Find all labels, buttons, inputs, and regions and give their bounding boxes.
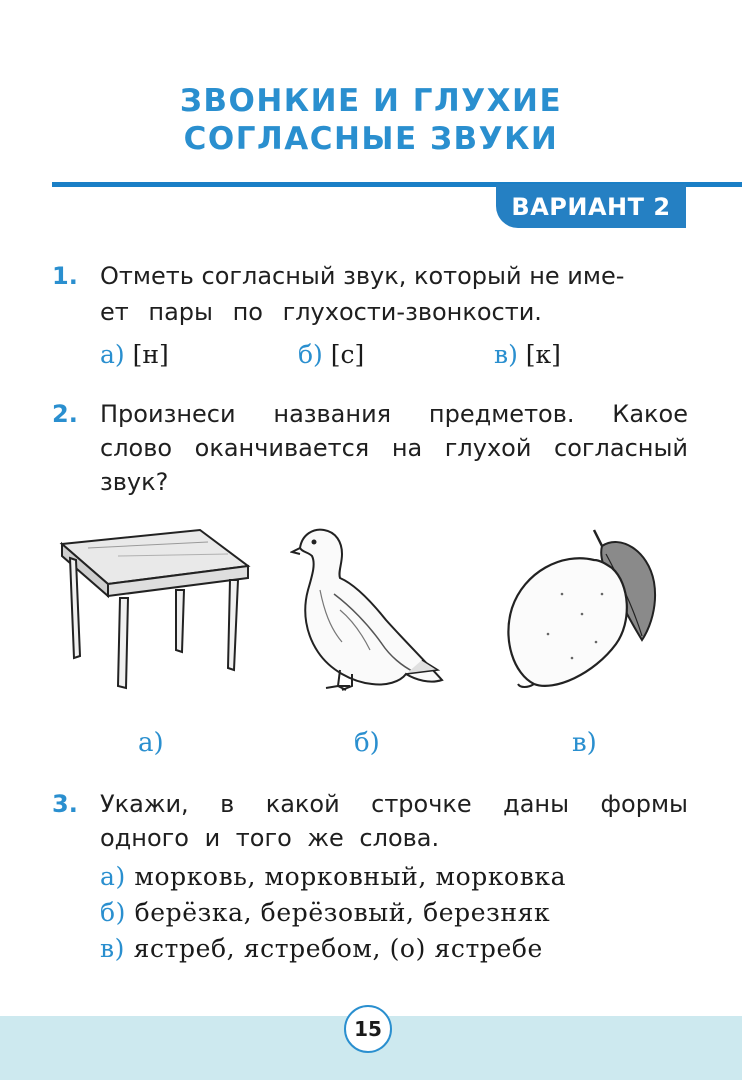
- q3-option-c-label: в): [100, 934, 126, 963]
- page-title-line-2: СОГЛАСНЫЕ ЗВУКИ: [183, 121, 559, 157]
- picture-a-label: а): [138, 728, 164, 758]
- pigeon-icon[interactable]: [290, 520, 450, 694]
- q3-option-b[interactable]: [100, 898, 550, 927]
- table-icon[interactable]: [58, 526, 254, 692]
- page-number: 15: [344, 1005, 392, 1053]
- question-2-line-1: Произнеси названия предметов. Какое: [100, 400, 688, 428]
- q3-option-a[interactable]: [100, 862, 566, 891]
- lemon-icon[interactable]: [502, 524, 672, 694]
- question-1-number: 1.: [52, 262, 78, 290]
- question-2-number: 2.: [52, 400, 78, 428]
- q1-option-a[interactable]: [100, 340, 169, 369]
- q3-option-c-value: ястреб, ястребом, (о) ястребе: [133, 934, 543, 963]
- question-1-line-2: ет пары по глухости-звонкости.: [100, 298, 542, 326]
- q1-option-c-label: в): [494, 340, 518, 369]
- q3-option-b-label: б): [100, 898, 127, 927]
- q3-option-b-value: берёзка, берёзовый, березняк: [134, 898, 551, 927]
- picture-b-label: б): [354, 728, 380, 758]
- q1-option-c-value: [к]: [525, 340, 561, 369]
- question-3-number: 3.: [52, 790, 78, 818]
- question-2-line-3: звук?: [100, 468, 169, 496]
- q3-option-a-label: а): [100, 862, 126, 891]
- q1-option-b-value: [с]: [330, 340, 365, 369]
- question-3-line-2: одного и того же слова.: [100, 824, 440, 852]
- variant-badge: ВАРИАНТ 2: [496, 184, 686, 228]
- q1-option-c[interactable]: [494, 340, 561, 369]
- q1-option-b-label: б): [298, 340, 323, 369]
- q1-option-a-value: [н]: [132, 340, 169, 369]
- q1-option-b[interactable]: [298, 340, 364, 369]
- q3-option-a-value: морковь, морковный, морковка: [134, 862, 567, 891]
- q1-option-a-label: а): [100, 340, 125, 369]
- question-1-line-1: Отметь согласный звук, который не име-: [100, 262, 625, 290]
- picture-c-label: в): [572, 728, 597, 758]
- question-2-line-2: слово оканчивается на глухой согласный: [100, 434, 688, 462]
- q3-option-c[interactable]: [100, 934, 543, 963]
- page-title-line-1: ЗВОНКИЕ И ГЛУХИЕ: [179, 83, 563, 119]
- question-3-line-1: Укажи, в какой строчке даны формы: [100, 790, 688, 818]
